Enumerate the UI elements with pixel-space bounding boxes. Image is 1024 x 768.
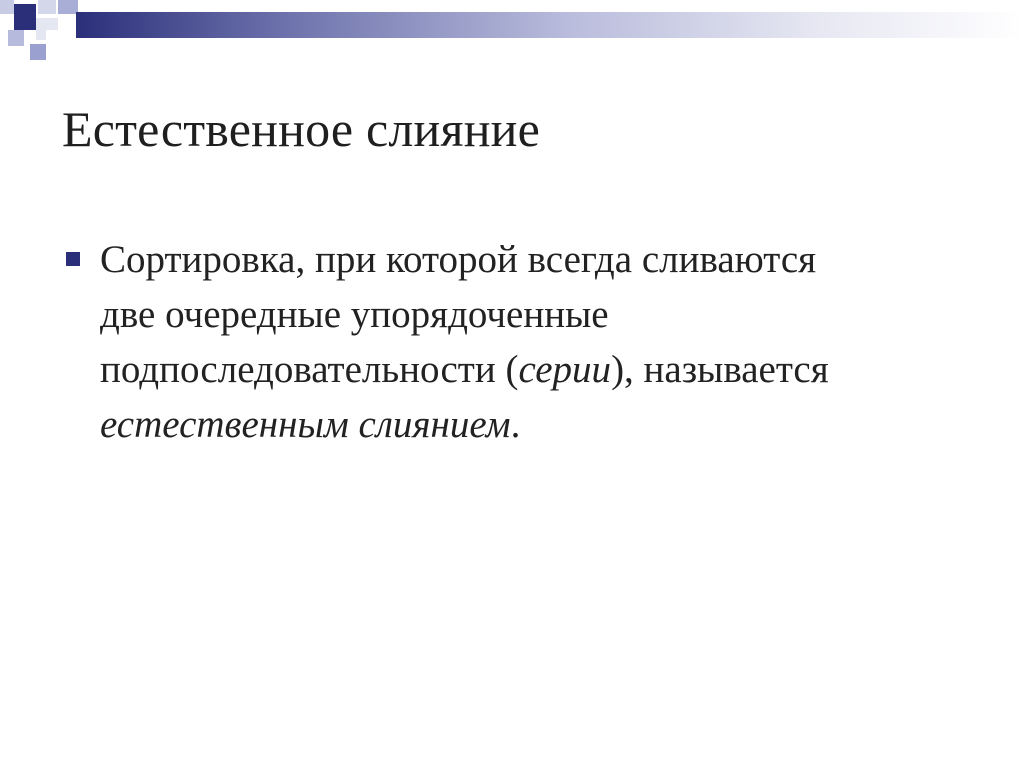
bullet-line-4-suffix: .: [510, 403, 521, 446]
decorative-square: [58, 0, 78, 14]
decorative-square: [38, 0, 56, 14]
decorative-square: [58, 14, 76, 32]
header-gradient-bar: [76, 12, 1024, 38]
term-natural-merge: естественным слиянием: [100, 403, 511, 446]
bullet-line-2: две очередные упорядоченные: [100, 293, 609, 336]
bullet-text: [100, 232, 966, 452]
decorative-square: [0, 0, 14, 14]
decorative-square: [14, 4, 36, 30]
term-series: серии: [518, 348, 612, 391]
bullet-line-3-suffix: ), называется: [611, 348, 829, 391]
decorative-square: [30, 44, 46, 60]
decorative-square: [8, 30, 24, 46]
decorative-square: [46, 30, 58, 42]
square-bullet-icon: [66, 252, 80, 266]
slide-title: Естественное слияние: [62, 101, 540, 157]
bullet-line-1: Сортировка, при которой всегда сливаются: [100, 238, 817, 281]
bullet-line-3-prefix: подпоследовательности (: [100, 348, 519, 391]
